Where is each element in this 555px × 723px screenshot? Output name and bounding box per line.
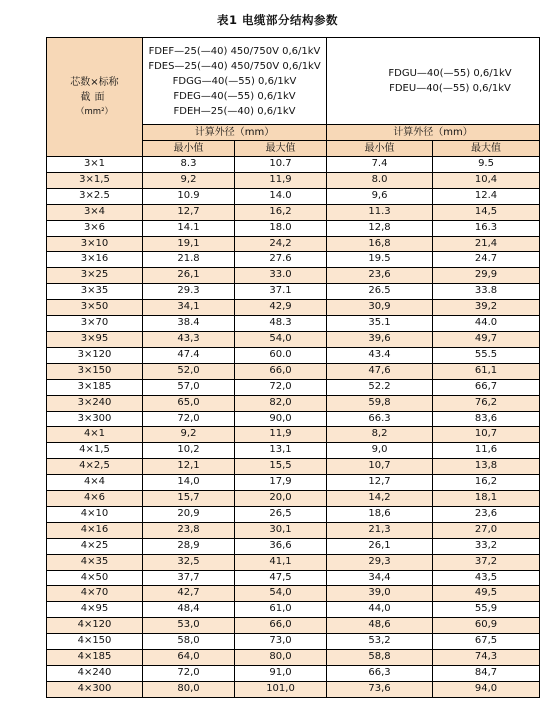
table-row <box>47 220 540 236</box>
spec-header-cell <box>47 38 143 157</box>
group2-min-cell: 12,7 <box>327 475 433 491</box>
group1-min-cell: 32,5 <box>143 554 235 570</box>
group2-min-cell: 73,6 <box>327 681 433 697</box>
group2-max-cell: 33,2 <box>433 538 540 554</box>
group2-min-cell: 14,2 <box>327 491 433 507</box>
spec-cell: 4×1 <box>47 427 143 443</box>
group2-min-cell: 9,6 <box>327 188 433 204</box>
group1-max-cell: 90,0 <box>235 411 327 427</box>
group1-max-cell: 16,2 <box>235 204 327 220</box>
group1-min-cell: 37,7 <box>143 570 235 586</box>
group2-max-cell: 10,7 <box>433 427 540 443</box>
group1-model-line: FDES—25(—40) 450/750V 0,6/1kV <box>148 60 321 72</box>
group1-min-cell: 65,0 <box>143 395 235 411</box>
group2-min-cell: 39,6 <box>327 331 433 347</box>
group2-min-cell: 11.3 <box>327 204 433 220</box>
table-row <box>47 634 540 650</box>
group2-min-cell: 43.4 <box>327 347 433 363</box>
group2-min-cell: 48,6 <box>327 618 433 634</box>
group1-max-cell: 60.0 <box>235 347 327 363</box>
group1-min-cell: 9,2 <box>143 172 235 188</box>
group2-min-cell: 47,6 <box>327 363 433 379</box>
spec-cell: 4×50 <box>47 570 143 586</box>
group1-min-cell: 12,1 <box>143 459 235 475</box>
group1-min-cell: 21.8 <box>143 252 235 268</box>
group1-max-cell: 33.0 <box>235 268 327 284</box>
group1-max-cell: 80,0 <box>235 650 327 666</box>
group2-min-cell: 19.5 <box>327 252 433 268</box>
group1-max-cell: 37.1 <box>235 284 327 300</box>
group1-min-cell: 80,0 <box>143 681 235 697</box>
group1-max-cell: 10.7 <box>235 157 327 173</box>
spec-cell: 3×1,5 <box>47 172 143 188</box>
group1-min-cell: 72,0 <box>143 666 235 682</box>
group2-max-cell: 21,4 <box>433 236 540 252</box>
group1-model-line: FDGG—40(—55) 0,6/1kV <box>172 75 297 87</box>
group1-min-cell: 28,9 <box>143 538 235 554</box>
table-row <box>47 411 540 427</box>
group2-max-cell: 43,5 <box>433 570 540 586</box>
spec-cell: 3×70 <box>47 316 143 332</box>
spec-cell: 4×120 <box>47 618 143 634</box>
group1-max-cell: 13,1 <box>235 443 327 459</box>
group2-min-cell: 7.4 <box>327 157 433 173</box>
group2-max-cell: 66,7 <box>433 379 540 395</box>
group2-max-cell: 24.7 <box>433 252 540 268</box>
spec-cell: 4×16 <box>47 522 143 538</box>
group1-max-cell: 48.3 <box>235 316 327 332</box>
group1-min-cell: 10,2 <box>143 443 235 459</box>
table-row <box>47 602 540 618</box>
table-row <box>47 681 540 697</box>
min-label-group1: 最小值 <box>143 141 235 157</box>
group2-min-cell: 29,3 <box>327 554 433 570</box>
group1-max-cell: 61,0 <box>235 602 327 618</box>
table-row <box>47 379 540 395</box>
group1-max-cell: 27.6 <box>235 252 327 268</box>
group1-min-cell: 12,7 <box>143 204 235 220</box>
group1-max-cell: 82,0 <box>235 395 327 411</box>
spec-cell: 4×25 <box>47 538 143 554</box>
group1-min-cell: 72,0 <box>143 411 235 427</box>
spec-cell: 3×1 <box>47 157 143 173</box>
spec-label-line2: 截面 <box>80 91 109 103</box>
group2-min-cell: 44,0 <box>327 602 433 618</box>
group1-min-cell: 48,4 <box>143 602 235 618</box>
group2-min-cell: 66.3 <box>327 411 433 427</box>
group1-min-cell: 38.4 <box>143 316 235 332</box>
spec-cell: 3×300 <box>47 411 143 427</box>
cable-parameter-table <box>46 37 540 698</box>
table-row <box>47 491 540 507</box>
spec-cell: 3×16 <box>47 252 143 268</box>
group2-max-cell: 33.8 <box>433 284 540 300</box>
group2-max-cell: 55.5 <box>433 347 540 363</box>
group1-min-cell: 14,0 <box>143 475 235 491</box>
table-row <box>47 427 540 443</box>
table-row <box>47 300 540 316</box>
table-row <box>47 506 540 522</box>
group1-min-cell: 19,1 <box>143 236 235 252</box>
group1-max-cell: 54,0 <box>235 331 327 347</box>
group1-min-cell: 57,0 <box>143 379 235 395</box>
group2-min-cell: 26.5 <box>327 284 433 300</box>
group1-min-cell: 34,1 <box>143 300 235 316</box>
group2-min-cell: 52.2 <box>327 379 433 395</box>
group2-max-cell: 76,2 <box>433 395 540 411</box>
group2-max-cell: 44.0 <box>433 316 540 332</box>
spec-cell: 3×35 <box>47 284 143 300</box>
table-row <box>47 459 540 475</box>
group1-min-cell: 20,9 <box>143 506 235 522</box>
group2-min-cell: 8.0 <box>327 172 433 188</box>
group1-model-line: FDEH—25(—40) 0,6/1kV <box>173 105 296 117</box>
table-row <box>47 188 540 204</box>
spec-cell: 3×95 <box>47 331 143 347</box>
group2-models-cell <box>327 38 540 125</box>
group1-max-cell: 66,0 <box>235 363 327 379</box>
group1-model-line: FDEG—40(—55) 0,6/1kV <box>173 90 296 102</box>
table-row <box>47 586 540 602</box>
group2-min-cell: 35.1 <box>327 316 433 332</box>
group1-max-cell: 101,0 <box>235 681 327 697</box>
group1-min-cell: 8.3 <box>143 157 235 173</box>
group1-max-cell: 18.0 <box>235 220 327 236</box>
group1-max-cell: 91,0 <box>235 666 327 682</box>
group2-max-cell: 11,6 <box>433 443 540 459</box>
group1-min-cell: 53,0 <box>143 618 235 634</box>
table-row <box>47 331 540 347</box>
table-row <box>47 172 540 188</box>
group1-max-cell: 17,9 <box>235 475 327 491</box>
spec-cell: 4×240 <box>47 666 143 682</box>
spec-cell: 3×120 <box>47 347 143 363</box>
table-row <box>47 618 540 634</box>
spec-cell: 4×6 <box>47 491 143 507</box>
table-title: 表1 电缆部分结构参数 <box>216 13 338 27</box>
group2-max-cell: 55,9 <box>433 602 540 618</box>
group1-min-cell: 15,7 <box>143 491 235 507</box>
group1-min-cell: 52,0 <box>143 363 235 379</box>
group2-min-cell: 8,2 <box>327 427 433 443</box>
group2-min-cell: 10,7 <box>327 459 433 475</box>
group1-max-cell: 73,0 <box>235 634 327 650</box>
max-label-group2: 最大值 <box>433 141 540 157</box>
table-row <box>47 554 540 570</box>
group1-min-cell: 47.4 <box>143 347 235 363</box>
group2-min-cell: 58,8 <box>327 650 433 666</box>
group1-min-cell: 23,8 <box>143 522 235 538</box>
group1-min-cell: 14.1 <box>143 220 235 236</box>
group2-max-cell: 9.5 <box>433 157 540 173</box>
spec-label-line3: （mm²） <box>76 106 113 117</box>
spec-cell: 3×10 <box>47 236 143 252</box>
group1-max-cell: 26,5 <box>235 506 327 522</box>
spec-cell: 3×25 <box>47 268 143 284</box>
group2-min-cell: 21,3 <box>327 522 433 538</box>
group1-min-cell: 9,2 <box>143 427 235 443</box>
spec-cell: 3×6 <box>47 220 143 236</box>
group2-max-cell: 60,9 <box>433 618 540 634</box>
spec-cell: 4×300 <box>47 681 143 697</box>
group2-min-cell: 26,1 <box>327 538 433 554</box>
spec-cell: 3×4 <box>47 204 143 220</box>
group2-max-cell: 16,2 <box>433 475 540 491</box>
group1-min-cell: 26,1 <box>143 268 235 284</box>
table-row <box>47 538 540 554</box>
group1-max-cell: 41,1 <box>235 554 327 570</box>
group1-max-cell: 47,5 <box>235 570 327 586</box>
table-row <box>47 316 540 332</box>
table-row <box>47 570 540 586</box>
group2-max-cell: 27,0 <box>433 522 540 538</box>
min-label-group2: 最小值 <box>327 141 433 157</box>
group2-max-cell: 49,5 <box>433 586 540 602</box>
group2-model-line: FDGU—40(—55) 0,6/1kV <box>388 68 512 79</box>
spec-cell: 4×4 <box>47 475 143 491</box>
table-row <box>47 666 540 682</box>
table-row <box>47 268 540 284</box>
table-row <box>47 284 540 300</box>
group1-min-cell: 29.3 <box>143 284 235 300</box>
group1-max-cell: 11,9 <box>235 427 327 443</box>
group1-max-cell: 66,0 <box>235 618 327 634</box>
spec-cell: 4×10 <box>47 506 143 522</box>
group2-model-line: FDEU—40(—55) 0,6/1kV <box>389 83 511 94</box>
spec-cell: 3×150 <box>47 363 143 379</box>
group1-min-cell: 64,0 <box>143 650 235 666</box>
group2-od-label: 计算外径（mm） <box>327 125 540 141</box>
table-row <box>47 650 540 666</box>
group2-min-cell: 39,0 <box>327 586 433 602</box>
group2-max-cell: 49,7 <box>433 331 540 347</box>
table-row <box>47 363 540 379</box>
group1-max-cell: 30,1 <box>235 522 327 538</box>
table-row <box>47 252 540 268</box>
group2-min-cell: 23,6 <box>327 268 433 284</box>
group1-max-cell: 24,2 <box>235 236 327 252</box>
group2-max-cell: 18,1 <box>433 491 540 507</box>
group1-max-cell: 20,0 <box>235 491 327 507</box>
group2-max-cell: 67,5 <box>433 634 540 650</box>
spec-cell: 3×50 <box>47 300 143 316</box>
group2-min-cell: 9,0 <box>327 443 433 459</box>
table-row <box>47 347 540 363</box>
spec-cell: 4×35 <box>47 554 143 570</box>
table-row <box>47 157 540 173</box>
group2-max-cell: 84,7 <box>433 666 540 682</box>
spec-cell: 4×2,5 <box>47 459 143 475</box>
table-row <box>47 522 540 538</box>
group2-max-cell: 39,2 <box>433 300 540 316</box>
group1-min-cell: 58,0 <box>143 634 235 650</box>
group1-min-cell: 43,3 <box>143 331 235 347</box>
group1-max-cell: 14.0 <box>235 188 327 204</box>
group1-max-cell: 11,9 <box>235 172 327 188</box>
group2-max-cell: 83,6 <box>433 411 540 427</box>
spec-cell: 3×2.5 <box>47 188 143 204</box>
group2-min-cell: 34,4 <box>327 570 433 586</box>
group2-min-cell: 53,2 <box>327 634 433 650</box>
table-row <box>47 443 540 459</box>
group2-max-cell: 37,2 <box>433 554 540 570</box>
group2-max-cell: 74,3 <box>433 650 540 666</box>
group2-max-cell: 61,1 <box>433 363 540 379</box>
group1-min-cell: 10.9 <box>143 188 235 204</box>
spec-cell: 3×240 <box>47 395 143 411</box>
group2-max-cell: 10,4 <box>433 172 540 188</box>
group2-max-cell: 29,9 <box>433 268 540 284</box>
group2-min-cell: 16,8 <box>327 236 433 252</box>
group2-min-cell: 12,8 <box>327 220 433 236</box>
spec-cell: 4×95 <box>47 602 143 618</box>
spec-cell: 4×185 <box>47 650 143 666</box>
spec-cell: 4×70 <box>47 586 143 602</box>
group2-max-cell: 94,0 <box>433 681 540 697</box>
group2-min-cell: 59,8 <box>327 395 433 411</box>
group2-min-cell: 66,3 <box>327 666 433 682</box>
table-row <box>47 236 540 252</box>
header-row-models <box>47 38 540 125</box>
group2-max-cell: 23,6 <box>433 506 540 522</box>
table-row <box>47 395 540 411</box>
group1-od-label: 计算外径（mm） <box>143 125 327 141</box>
group1-max-cell: 42,9 <box>235 300 327 316</box>
group1-max-cell: 54,0 <box>235 586 327 602</box>
group1-max-cell: 72,0 <box>235 379 327 395</box>
table-row <box>47 475 540 491</box>
spec-label-line1: 芯数×标称 <box>70 76 119 88</box>
group2-min-cell: 18,6 <box>327 506 433 522</box>
max-label-group1: 最大值 <box>235 141 327 157</box>
group2-max-cell: 16.3 <box>433 220 540 236</box>
group1-max-cell: 36,6 <box>235 538 327 554</box>
group2-max-cell: 12.4 <box>433 188 540 204</box>
group2-min-cell: 30,9 <box>327 300 433 316</box>
group1-models-cell <box>143 38 327 125</box>
spec-cell: 4×150 <box>47 634 143 650</box>
table-row <box>47 204 540 220</box>
group2-max-cell: 14,5 <box>433 204 540 220</box>
spec-cell: 3×185 <box>47 379 143 395</box>
group1-max-cell: 15,5 <box>235 459 327 475</box>
group2-max-cell: 13,8 <box>433 459 540 475</box>
group1-model-line: FDEF—25(—40) 450/750V 0,6/1kV <box>148 45 321 57</box>
spec-cell: 4×1,5 <box>47 443 143 459</box>
group1-min-cell: 42,7 <box>143 586 235 602</box>
